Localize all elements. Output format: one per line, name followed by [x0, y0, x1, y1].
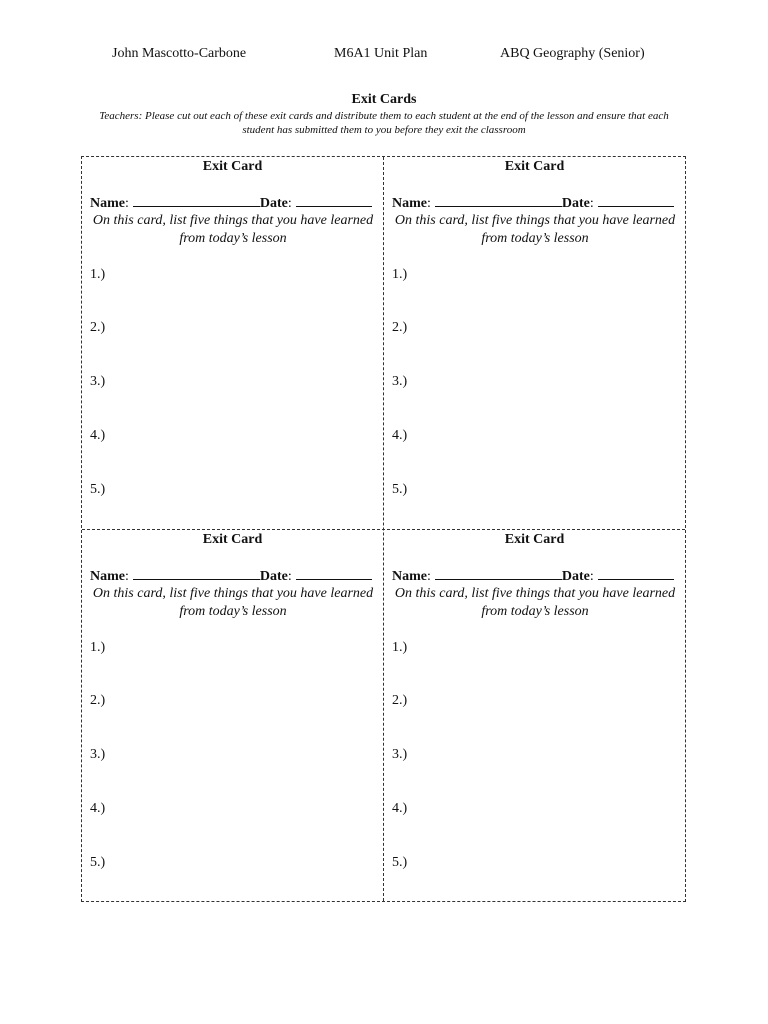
card-title: Exit Card	[504, 159, 565, 174]
date-label: Date	[259, 569, 288, 584]
name-colon: :	[125, 569, 129, 584]
date-label: Date	[561, 569, 590, 584]
name-blank-line[interactable]	[133, 567, 260, 580]
author-name: John Mascotto-Carbone	[112, 46, 247, 61]
list-item-5: 5.)	[392, 855, 408, 870]
list-item-5: 5.)	[90, 482, 106, 497]
list-item-4: 4.)	[392, 428, 408, 443]
list-item-1: 1.)	[90, 267, 106, 282]
list-item-4: 4.)	[90, 428, 106, 443]
date-blank-line[interactable]	[598, 194, 674, 207]
name-colon: :	[427, 569, 431, 584]
name-date-row	[90, 194, 378, 212]
exit-card	[82, 157, 383, 529]
exit-card	[384, 157, 685, 529]
name-blank-line[interactable]	[435, 567, 562, 580]
date-blank-line[interactable]	[598, 567, 674, 580]
list-item-3: 3.)	[392, 747, 408, 762]
date-label: Date	[259, 196, 288, 211]
card-prompt: On this card, list five things that you have learned from today’s lesson	[394, 586, 676, 619]
exit-card-grid	[81, 156, 686, 902]
card-title: Exit Card	[504, 532, 565, 547]
list-item-3: 3.)	[90, 374, 106, 389]
list-item-3: 3.)	[392, 374, 408, 389]
list-item-3: 3.)	[90, 747, 106, 762]
name-date-row	[90, 567, 378, 585]
card-prompt: On this card, list five things that you have learned from today’s lesson	[394, 213, 676, 246]
date-colon: :	[589, 569, 594, 584]
name-date-row	[392, 194, 680, 212]
list-item-1: 1.)	[392, 267, 408, 282]
name-blank-line[interactable]	[435, 194, 562, 207]
teacher-instructions: Teachers: Please cut out each of these exit cards and distribute them to each student at the end of the lesson and ensure that each student has submitted them to you before they exit the classroom	[99, 110, 669, 136]
exit-card	[384, 530, 685, 902]
list-item-2: 2.)	[90, 320, 106, 335]
card-prompt: On this card, list five things that you have learned from today’s lesson	[92, 213, 374, 246]
card-title: Exit Card	[202, 532, 263, 547]
list-item-5: 5.)	[392, 482, 408, 497]
document-title: Exit Cards	[351, 92, 417, 107]
list-item-4: 4.)	[90, 801, 106, 816]
list-item-2: 2.)	[392, 693, 408, 708]
card-prompt: On this card, list five things that you have learned from today’s lesson	[92, 586, 374, 619]
name-label: Name	[90, 196, 125, 211]
date-blank-line[interactable]	[296, 567, 372, 580]
list-item-4: 4.)	[392, 801, 408, 816]
name-label: Name	[90, 569, 125, 584]
name-colon: :	[427, 196, 431, 211]
name-colon: :	[125, 196, 129, 211]
list-item-5: 5.)	[90, 855, 106, 870]
list-item-1: 1.)	[392, 640, 408, 655]
name-date-row	[392, 567, 680, 585]
date-colon: :	[287, 196, 292, 211]
card-title: Exit Card	[202, 159, 263, 174]
date-colon: :	[287, 569, 292, 584]
course-name: ABQ Geography (Senior)	[500, 46, 645, 61]
unit-plan-label: M6A1 Unit Plan	[334, 46, 428, 61]
date-label: Date	[561, 196, 590, 211]
list-item-1: 1.)	[90, 640, 106, 655]
exit-card	[82, 530, 383, 902]
list-item-2: 2.)	[90, 693, 106, 708]
date-colon: :	[589, 196, 594, 211]
name-label: Name	[392, 196, 427, 211]
name-label: Name	[392, 569, 427, 584]
date-blank-line[interactable]	[296, 194, 372, 207]
list-item-2: 2.)	[392, 320, 408, 335]
name-blank-line[interactable]	[133, 194, 260, 207]
